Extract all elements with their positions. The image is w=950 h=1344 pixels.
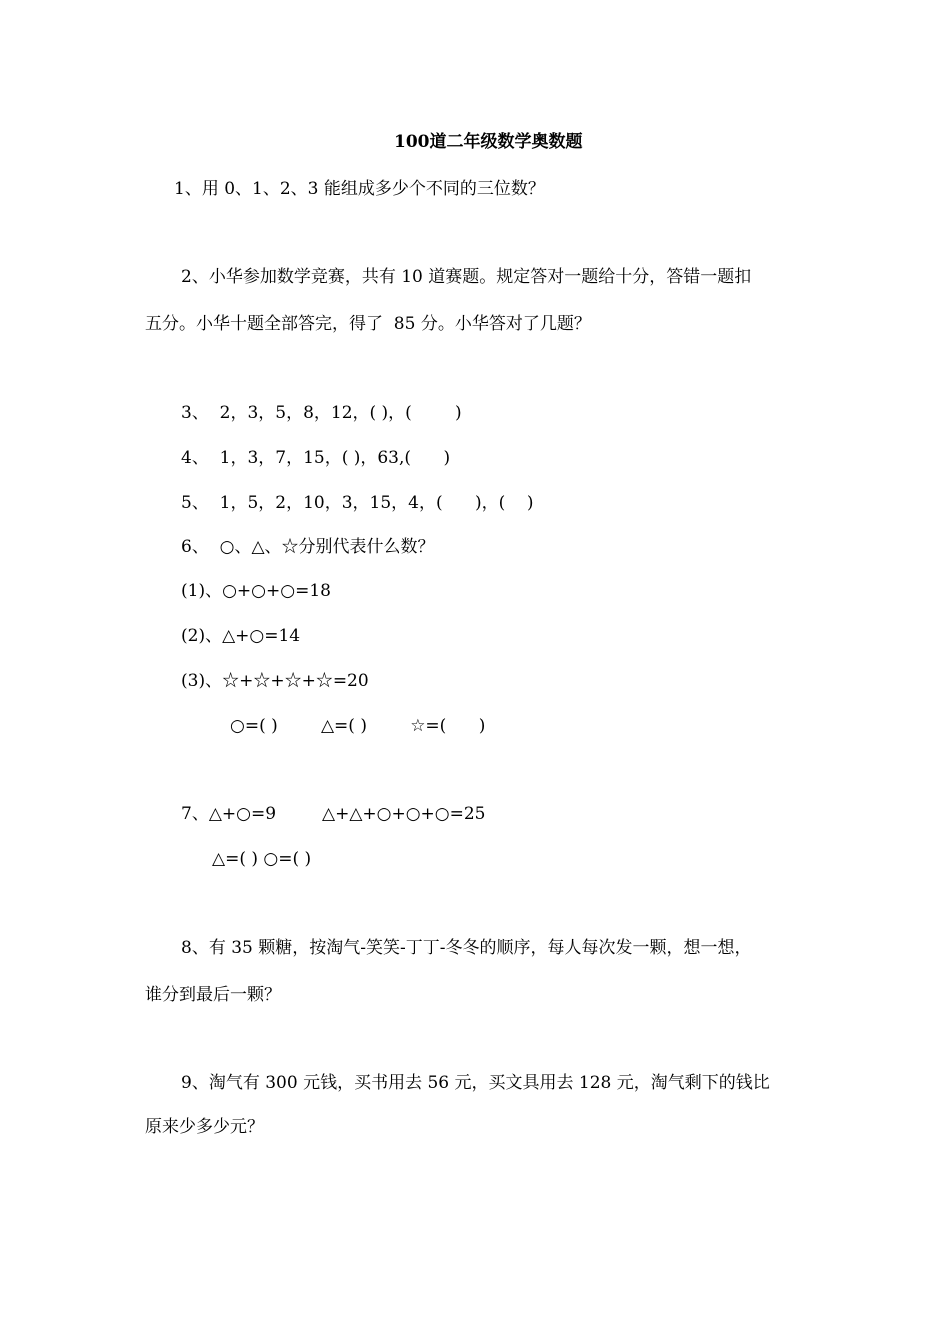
page-title: 100道二年级数学奥数题 [394,132,583,152]
question-8-line-1: 8、有 35 颗糖，按淘气-笑笑-丁丁-冬冬的顺序，每人每次发一颗，想一想， [181,938,752,958]
question-7-answers: △=( ) ○=( ) [212,849,312,869]
question-6-equation-1: (1)、○+○+○=18 [181,581,331,601]
question-5: 5、 1，5，2，10，3，15，4，( )，( ) [181,493,534,513]
question-3: 3、 2，3，5，8，12，( )，( ) [181,403,462,423]
question-6-equation-2: (2)、△+○=14 [181,626,301,646]
question-7-equation-1: 7、△+○=9 [181,804,277,824]
question-2-line-2: 五分。小华十题全部答完，得了 85 分。小华答对了几题？ [145,314,591,334]
question-2-line-1: 2、小华参加数学竞赛，共有 10 道赛题。规定答对一题给十分，答错一题扣 [181,267,752,287]
question-7-equation-2: △+△+○+○+○=25 [322,804,486,824]
question-6-prompt: 6、 ○、△、☆分别代表什么数？ [181,537,435,557]
question-8-line-2: 谁分到最后一颗？ [145,985,281,1005]
question-6-equation-3: (3)、☆+☆+☆+☆=20 [181,671,369,691]
question-6-answers: ○=( ) △=( ) ☆=( ) [230,716,486,736]
question-9-line-1: 9、淘气有 300 元钱，买书用去 56 元，买文具用去 128 元，淘气剩下的钱比 [181,1073,770,1093]
question-9-line-2: 原来少多少元？ [145,1117,264,1137]
question-1: 1、用 0、1、2、3 能组成多少个不同的三位数？ [174,179,545,199]
question-4: 4、 1，3，7，15，( )，63,( ) [181,448,451,468]
